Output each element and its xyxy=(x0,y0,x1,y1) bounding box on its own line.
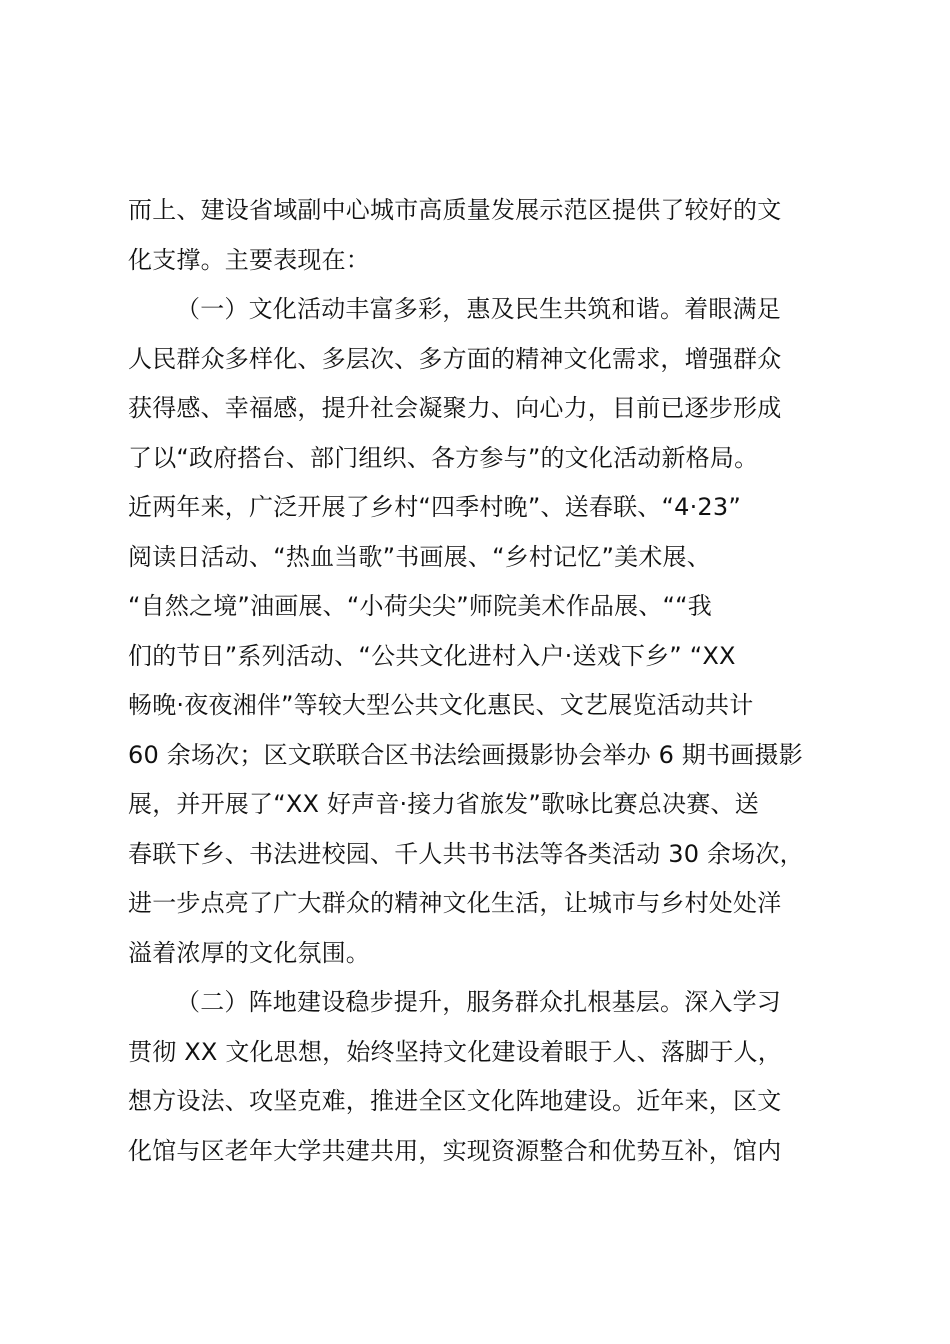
body-text xyxy=(128,186,828,1176)
text-line: “自然之境”油画展、“小荷尖尖”师院美术作品展、““我 xyxy=(128,592,712,620)
text-line: 60 余场次；区文联联合区书法绘画摄影协会举办 6 期书画摄影 xyxy=(128,740,803,769)
text-line: 贯彻 XX 文化思想，始终坚持文化建设着眼于人、落脚于人， xyxy=(128,1037,782,1066)
text-line: 们的节日”系列活动、“公共文化进村入户·送戏下乡” “XX xyxy=(128,641,736,670)
text-line: 畅晚·夜夜湘伴”等较大型公共文化惠民、文艺展览活动共计 xyxy=(128,691,754,719)
text-line: 了以“政府搭台、部门组织、各方参与”的文化活动新格局。 xyxy=(128,443,759,472)
text-line: 近两年来，广泛开展了乡村“四季村晚”、送春联、“4·23” xyxy=(128,493,741,521)
text-line: 春联下乡、书法进校园、千人共书书法等各类活动 30 余场次， xyxy=(128,839,804,868)
text-line: 化馆与区老年大学共建共用，实现资源整合和优势互补，馆内 xyxy=(128,1136,782,1165)
text-line: 化支撑。主要表现在： xyxy=(128,245,370,274)
text-line: 进一步点亮了广大群众的精神文化生活，让城市与乡村处处洋 xyxy=(128,889,782,917)
text-line: 展，并开展了“XX 好声音·接力省旅发”歌咏比赛总决赛、送 xyxy=(128,790,759,818)
text-line: 获得感、幸福感，提升社会凝聚力、向心力，目前已逐步形成 xyxy=(128,394,782,422)
text-line: 想方设法、攻坚克难，推进全区文化阵地建设。近年来，区文 xyxy=(128,1087,782,1115)
section-heading-line: （一）文化活动丰富多彩，惠及民生共筑和谐。着眼满足 xyxy=(176,295,781,323)
section-heading-line: （二）阵地建设稳步提升，服务群众扎根基层。深入学习 xyxy=(176,988,781,1016)
text-line: 而上、建设省域副中心城市高质量发展示范区提供了较好的文 xyxy=(128,196,782,224)
text-line: 人民群众多样化、多层次、多方面的精神文化需求，增强群众 xyxy=(128,344,782,373)
text-line: 溢着浓厚的文化氛围。 xyxy=(128,938,370,967)
text-line: 阅读日活动、“热血当歌”书画展、“乡村记忆”美术展、 xyxy=(128,542,711,571)
